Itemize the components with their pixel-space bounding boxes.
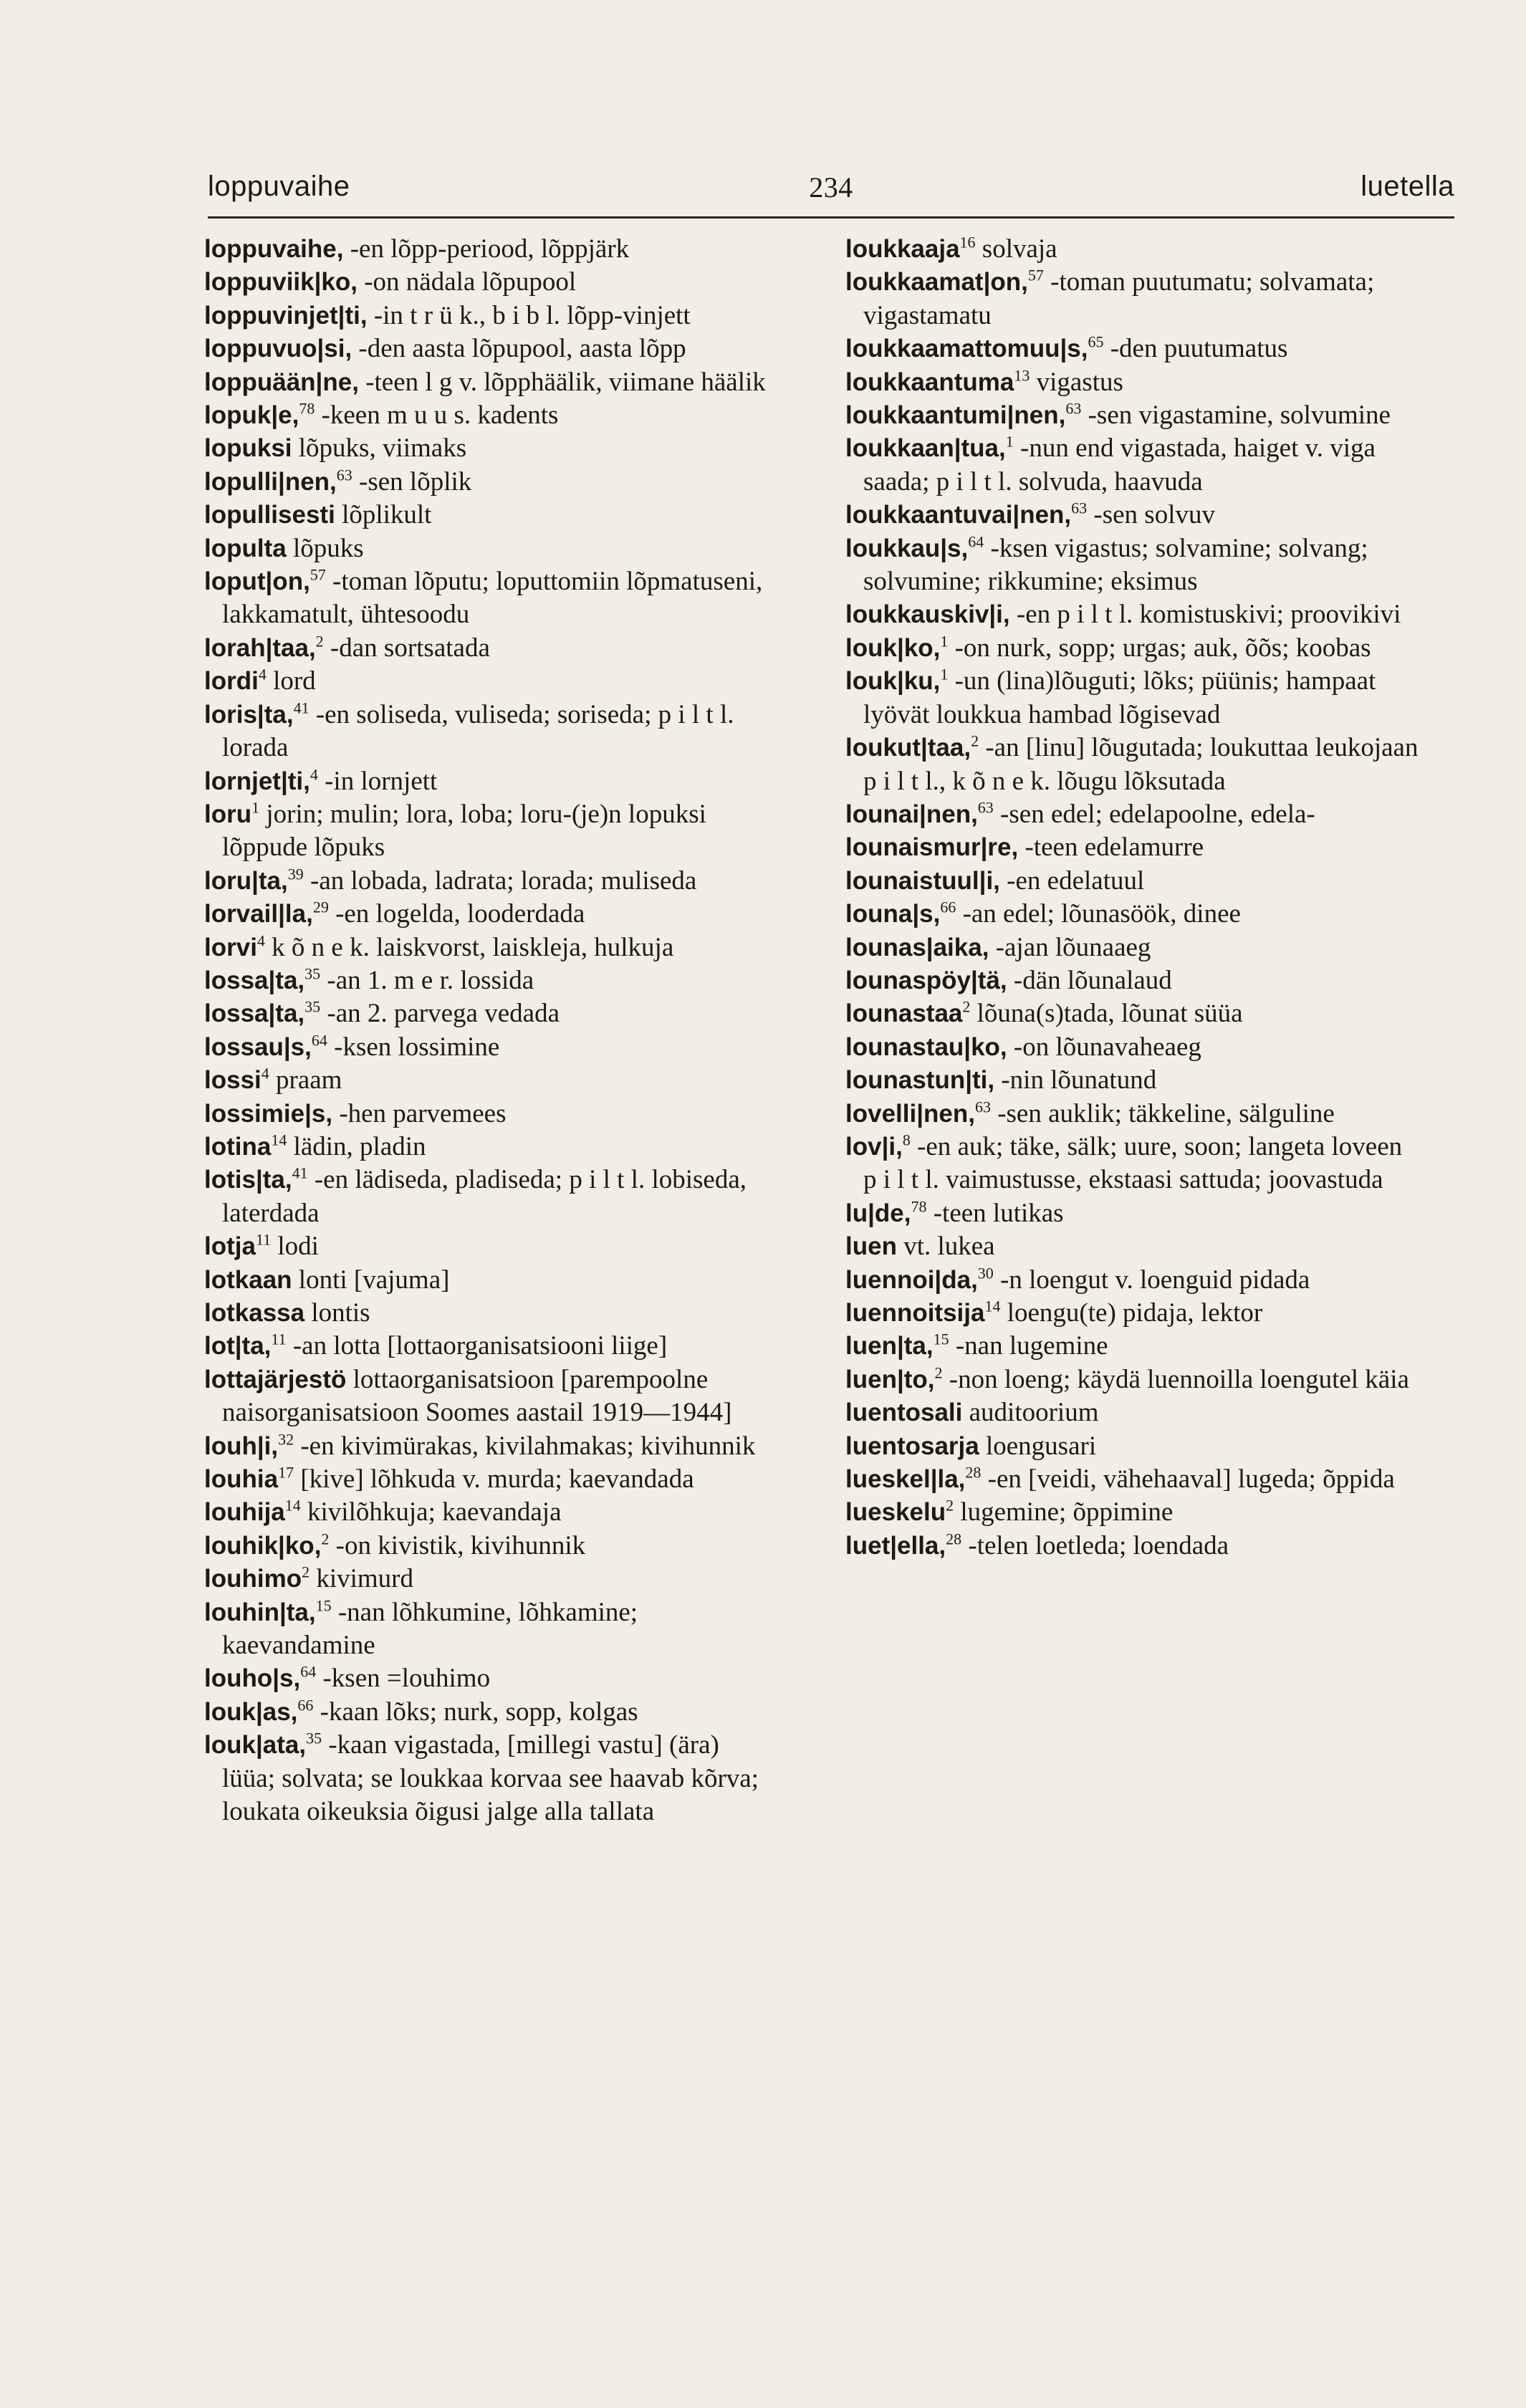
headword: loput|on, [204,567,310,596]
dictionary-entry [204,1098,777,1131]
headword: loukkaan|tua, [845,434,1006,463]
definition: -en auk; täke, sälk; uure, soon; langeta loveen p i l t l. vaimustusse, ekstaasi sattuda; joovastuda [863,1131,1403,1195]
headword: louhimo [204,1565,302,1593]
definition: -on nädala lõpupool [357,267,577,297]
inflection-type-number: 2 [962,998,971,1017]
inflection-type-number: 39 [287,865,304,883]
headword: lopulli|nen, [204,467,337,496]
headword: lounastau|ko, [845,1032,1007,1061]
header-right-guideword: luetella [1361,171,1454,202]
dictionary-entry [845,332,1419,365]
definition: -sen vigastamine, solvumine [1081,400,1391,431]
headword: louk|ata, [204,1731,307,1760]
header-rule [208,216,1454,219]
page-header [208,171,1454,214]
definition: -en soliseda, vuliseda; soriseda; p i l t l. lorada [222,699,734,763]
headword: lorvail|la, [204,900,313,929]
inflection-type-number: 35 [304,964,321,983]
dictionary-entry [204,798,777,865]
definition: -den aasta lõpupool, aasta lõpp [352,334,686,364]
dictionary-entry [204,997,777,1030]
inflection-type-number: 63 [336,466,352,484]
definition: -an 1. m e r. lossida [320,965,534,995]
dictionary-entry [845,432,1419,499]
dictionary-entry [845,366,1419,399]
inflection-type-number: 64 [311,1031,327,1050]
dictionary-entry [204,1131,777,1164]
dictionary-entry [845,1330,1419,1363]
inflection-type-number: 29 [312,898,329,916]
page-number: 234 [809,171,853,203]
headword: louhin|ta, [204,1598,316,1626]
headword: lotina [204,1132,272,1161]
headword: luen [845,1232,897,1261]
inflection-type-number: 1 [251,798,260,817]
headword: luet|ella, [845,1531,946,1560]
definition: -ksen lossimine [327,1032,500,1062]
definition: -ksen =louhimo [316,1664,491,1694]
definition: -an edel; lõunasöök, dinee [956,899,1241,929]
headword: louk|ku, [845,667,941,696]
definition: -in t r ü k., b i b l. lõpp-vinjett [367,300,691,330]
definition: -nin lõunatund [994,1065,1157,1095]
definition: -nan lõhkumine, lõhkamine; kaevandamine [222,1597,638,1661]
dictionary-entry [204,964,777,997]
inflection-type-number: 63 [1065,399,1082,418]
dictionary-entry [845,665,1419,731]
inflection-type-number: 66 [940,898,956,916]
dictionary-entry [204,898,777,931]
definition: lõplikult [335,500,432,530]
definition: -en p i l t l. komistuskivi; proovikivi [1009,600,1401,630]
dictionary-entry [845,997,1419,1030]
dictionary-entry [845,1363,1419,1396]
definition: lontis [304,1298,370,1328]
definition: -an 2. parvega vedada [320,999,560,1029]
headword: lotja [204,1232,256,1261]
definition: [kive] lõhkuda v. murda; kaevandada [294,1464,694,1495]
dictionary-entry [845,1297,1419,1330]
inflection-type-number: 78 [911,1197,927,1216]
dictionary-entry [845,1430,1419,1463]
dictionary-entry [204,1330,777,1363]
definition: auditoorium [962,1398,1099,1428]
dictionary-entry [204,1230,777,1263]
headword: louhik|ko, [204,1531,322,1560]
definition: lõpuks [286,533,364,563]
definition: lugemine; õppimine [954,1497,1174,1527]
headword: loukkau|s, [845,534,969,562]
headword: lossa|ta, [204,999,305,1028]
dictionary-entry [204,1729,777,1828]
headword: louna|s, [845,900,941,929]
inflection-type-number: 1 [1005,433,1014,451]
dictionary-entry [204,1463,777,1496]
headword: lounai|nen, [845,800,978,828]
headword: lounastun|ti, [845,1066,995,1095]
dictionary-entry [204,1596,777,1663]
definition: -teen edelamurre [1018,833,1204,863]
headword: lu|de, [845,1199,911,1227]
inflection-type-number: 4 [261,1064,269,1083]
dictionary-entry [845,931,1419,964]
inflection-type-number: 28 [965,1463,982,1482]
definition: praam [269,1065,342,1095]
headword: lounaistuul|i, [845,866,1000,895]
definition: -sen auklik; täkkeline, sälguline [990,1098,1335,1128]
headword: lueskel|la, [845,1465,966,1494]
dictionary-entry [204,565,777,632]
inflection-type-number: 13 [1014,366,1030,385]
dictionary-entry [845,964,1419,997]
headword: lotkaan [204,1265,292,1294]
headword: lordi [204,667,259,696]
definition: k õ n e k. laiskvorst, laiskleja, hulkuja [264,932,674,962]
headword: lounas|aika, [845,933,989,961]
headword: loppuvinjet|ti, [204,301,368,330]
definition: -en lõpp-periood, lõppjärk [343,234,630,264]
headword: loru|ta, [204,866,288,895]
definition: -en kivimürakas, kivilahmakas; kivihunnik [294,1431,756,1461]
headword: lueskelu [845,1498,946,1527]
inflection-type-number: 4 [309,765,318,784]
inflection-type-number: 41 [293,699,309,717]
headword: lorvi [204,933,257,961]
headword: loukkaantuma [845,368,1014,396]
headword: lornjet|ti, [204,767,310,795]
inflection-type-number: 63 [974,1098,991,1116]
headword: lounaismur|re, [845,833,1019,862]
definition: -telen loetleda; loendada [961,1530,1229,1560]
definition: -an [linu] lõugutada; loukuttaa leukojaan p i l t l., k õ n e k. lõugu lõksutada [863,733,1419,796]
headword: lossau|s, [204,1032,312,1061]
dictionary-entry [845,532,1419,599]
headword: louh|i, [204,1431,279,1460]
definition: -teen lutikas [926,1198,1064,1228]
inflection-type-number: 35 [306,1729,322,1747]
dictionary-entry [204,532,777,565]
dictionary-entry [204,399,777,432]
dictionary-entry [204,1662,777,1695]
dictionary-entry [845,266,1419,332]
definition: kivimurd [309,1564,414,1594]
inflection-type-number: 28 [946,1530,962,1548]
definition: -en lädiseda, pladiseda; p i l t l. lobiseda, laterdada [222,1165,747,1228]
dictionary-entry [204,432,777,465]
headword: lotis|ta, [204,1166,292,1194]
dictionary-entry [204,1430,777,1463]
definition: solvaja [975,234,1057,264]
headword: lotkassa [204,1299,305,1327]
definition: lõuna(s)tada, lõunat süüa [970,999,1243,1029]
dictionary-entry [845,499,1419,532]
inflection-type-number: 57 [309,565,326,584]
dictionary-entry [845,1064,1419,1097]
definition: -den puutumatus [1103,334,1288,364]
headword: loukut|taa, [845,734,971,762]
dictionary-entry [204,865,777,898]
inflection-type-number: 32 [278,1430,294,1449]
definition: vt. lukea [896,1232,995,1262]
definition: lonti [vajuma] [292,1265,450,1295]
headword: louho|s, [204,1664,301,1693]
dictionary-entry [204,699,777,765]
dictionary-entry [845,831,1419,864]
inflection-type-number: 2 [321,1530,330,1548]
headword: loru [204,800,252,828]
headword: louhia [204,1465,279,1494]
inflection-type-number: 66 [297,1696,314,1714]
inflection-type-number: 30 [977,1264,994,1282]
headword: lopulta [204,534,287,562]
headword: lorah|taa, [204,633,316,662]
definition: lottaorganisatsioon [parempoolne naisorganisatsioon Soomes aastail 1919—1944] [222,1364,732,1428]
dictionary-entry [204,266,777,299]
definition: -en [veidi, vähehaaval] lugeda; õppida [981,1464,1395,1495]
inflection-type-number: 15 [933,1330,949,1349]
dictionary-entry [204,665,777,698]
definition: -sen edel; edelapoolne, edela- [993,799,1315,829]
inflection-type-number: 2 [302,1563,310,1581]
definition: -dan sortsatada [323,633,490,663]
headword: loukkaamat|on, [845,268,1028,297]
headword: luennoitsija [845,1299,985,1327]
definition: -kaan vigastada, [millegi vastu] (ära) lüüa; solvata; se loukkaa korvaa see haavab kõrva; loukata oikeuksia õigusi jalge alla tallata [222,1730,759,1827]
dictionary-entry [845,233,1419,266]
definition: -kaan lõks; nurk, sopp, kolgas [313,1697,638,1727]
inflection-type-number: 17 [278,1463,294,1482]
headword: loukkaaja [845,235,960,263]
definition: -toman puutumatu; solvamata; vigastamatu [863,267,1375,330]
dictionary-entry [204,1164,777,1230]
headword: lottajärjestö [204,1365,347,1394]
dictionary-entry [845,1098,1419,1131]
definition: -ajan lõunaaeg [989,932,1151,962]
inflection-type-number: 8 [902,1131,911,1149]
headword: lossa|ta, [204,966,305,994]
headword: louk|as, [204,1697,298,1726]
inflection-type-number: 4 [256,931,265,950]
dictionary-entry [845,1131,1419,1197]
headword: luen|ta, [845,1332,934,1361]
definition: -keen m u u s. kadents [315,400,559,431]
inflection-type-number: 65 [1088,332,1104,351]
inflection-type-number: 16 [959,233,976,251]
definition: vigastus [1030,367,1123,397]
inflection-type-number: 63 [977,798,994,817]
dictionary-entry [845,1463,1419,1496]
dictionary-entry [204,332,777,365]
definition: -on kivistik, kivihunnik [329,1530,586,1560]
headword: louk|ko, [845,633,941,662]
dictionary-entry [845,1264,1419,1297]
definition: -teen l g v. lõpphäälik, viimane häälik [358,367,766,397]
inflection-type-number: 1 [940,632,949,651]
dictionary-entry [845,865,1419,898]
right-column [845,233,1419,1563]
definition: lädin, pladin [287,1131,426,1161]
inflection-type-number: 63 [1071,499,1088,517]
headword: lounastaa [845,999,963,1028]
definition: -dän lõunalaud [1007,965,1172,995]
dictionary-entry [845,1031,1419,1064]
headword: lopuksi [204,434,292,463]
definition: -ksen vigastus; solvamine; solvang; solvumine; rikkumine; eksimus [863,533,1368,597]
dictionary-entry [204,1363,777,1430]
dictionary-entry [845,399,1419,432]
headword: lounaspöy|tä, [845,966,1007,994]
headword: luentosarja [845,1431,979,1460]
definition: -toman lõputu; loputtomiin lõpmatuseni, lakkamatult, ühtesoodu [222,567,763,630]
definition: -an lotta [lottaorganisatsiooni liige] [286,1331,668,1361]
inflection-type-number: 14 [984,1297,1001,1315]
definition: -in lornjett [317,766,438,796]
definition: -n loengut v. loenguid pidada [993,1265,1310,1295]
inflection-type-number: 35 [304,998,321,1017]
dictionary-entry [204,1064,777,1097]
definition: -non loeng; käydä luennoilla loengutel käia [942,1364,1409,1394]
definition: jorin; mulin; lora, loba; loru-(je)n lopuksi lõppude lõpuks [222,799,706,863]
inflection-type-number: 78 [299,399,315,418]
dictionary-entry [204,1496,777,1529]
headword: loppuviik|ko, [204,268,357,297]
definition: -un (lina)lõuguti; lõks; püünis; hampaat lyövät loukkua hambad lõgisevad [863,666,1376,729]
inflection-type-number: 41 [292,1164,308,1183]
definition: kivilõhkuja; kaevandaja [300,1497,562,1527]
headword: lossi [204,1066,261,1095]
dictionary-entry [204,499,777,532]
header-left-guideword: loppuvaihe [208,171,350,202]
dictionary-entry [204,299,777,332]
inflection-type-number: 11 [255,1230,272,1249]
dictionary-entry [204,931,777,964]
headword: loukkaamattomuu|s, [845,335,1088,363]
inflection-type-number: 64 [300,1663,317,1682]
definition: -nan lugemine [949,1331,1108,1361]
headword: lot|ta, [204,1332,272,1361]
inflection-type-number: 64 [968,532,984,551]
dictionary-entry [845,731,1419,798]
inflection-type-number: 2 [971,731,979,750]
definition: -en logelda, looderdada [328,899,585,929]
inflection-type-number: 11 [271,1330,287,1349]
definition: lord [266,666,316,696]
dictionary-entry [845,1197,1419,1230]
dictionary-entry [204,1031,777,1064]
headword: loukkaantumi|nen, [845,401,1066,430]
definition: -hen parvemees [332,1098,507,1128]
headword: loukkauskiv|i, [845,600,1010,629]
dictionary-entry [204,466,777,499]
headword: lopuk|e, [204,401,299,430]
definition: -en edelatuul [999,865,1145,896]
inflection-type-number: 1 [940,665,949,683]
headword: louhija [204,1498,285,1527]
dictionary-entry [204,765,777,798]
dictionary-entry [204,233,777,266]
inflection-type-number: 14 [284,1497,301,1515]
inflection-type-number: 15 [315,1596,332,1615]
headword: loppuään|ne, [204,368,359,396]
dictionary-entry [845,898,1419,931]
definition: lodi [271,1232,319,1262]
headword: loukkaantuvai|nen, [845,501,1072,529]
definition: loengusari [979,1431,1097,1461]
definition: -nun end vigastada, haiget v. viga saada; p i l t l. solvuda, haavuda [863,433,1376,497]
dictionary-entry [845,598,1419,631]
headword: loppuvuo|si, [204,335,352,363]
headword: luen|to, [845,1365,935,1394]
definition: -sen solvuv [1087,500,1215,530]
dictionary-entry [204,1530,777,1563]
dictionary-entry [204,1297,777,1330]
headword: lov|i, [845,1132,903,1161]
inflection-type-number: 4 [258,665,267,683]
definition: -on nurk, sopp; urgas; auk, õõs; koobas [948,633,1371,663]
dictionary-entry [845,1230,1419,1263]
inflection-type-number: 2 [946,1497,954,1515]
definition: -sen lõplik [352,466,472,497]
definition: -an lobada, ladrata; lorada; muliseda [303,865,697,896]
headword: luennoi|da, [845,1265,978,1294]
left-column [204,233,777,1829]
dictionary-entry [845,1396,1419,1429]
headword: loppuvaihe, [204,235,344,263]
dictionary-entry [845,632,1419,665]
inflection-type-number: 2 [934,1363,943,1382]
headword: loris|ta, [204,700,294,729]
inflection-type-number: 57 [1027,267,1044,285]
dictionary-entry [845,1530,1419,1563]
dictionary-entry [845,1496,1419,1529]
inflection-type-number: 14 [271,1131,287,1149]
dictionary-entry [204,366,777,399]
definition: loengu(te) pidaja, lektor [1000,1298,1263,1328]
headword: lossimie|s, [204,1099,333,1128]
dictionary-entry [204,632,777,665]
headword: lopullisesti [204,501,335,529]
definition: -on lõunavaheaeg [1007,1032,1201,1062]
dictionary-entry [204,1563,777,1596]
dictionary-entry [204,1264,777,1297]
inflection-type-number: 2 [315,632,324,651]
headword: lovelli|nen, [845,1099,975,1128]
dictionary-entry [204,1696,777,1729]
definition: lõpuks, viimaks [292,433,467,464]
headword: luentosali [845,1399,963,1427]
dictionary-entry [845,798,1419,831]
